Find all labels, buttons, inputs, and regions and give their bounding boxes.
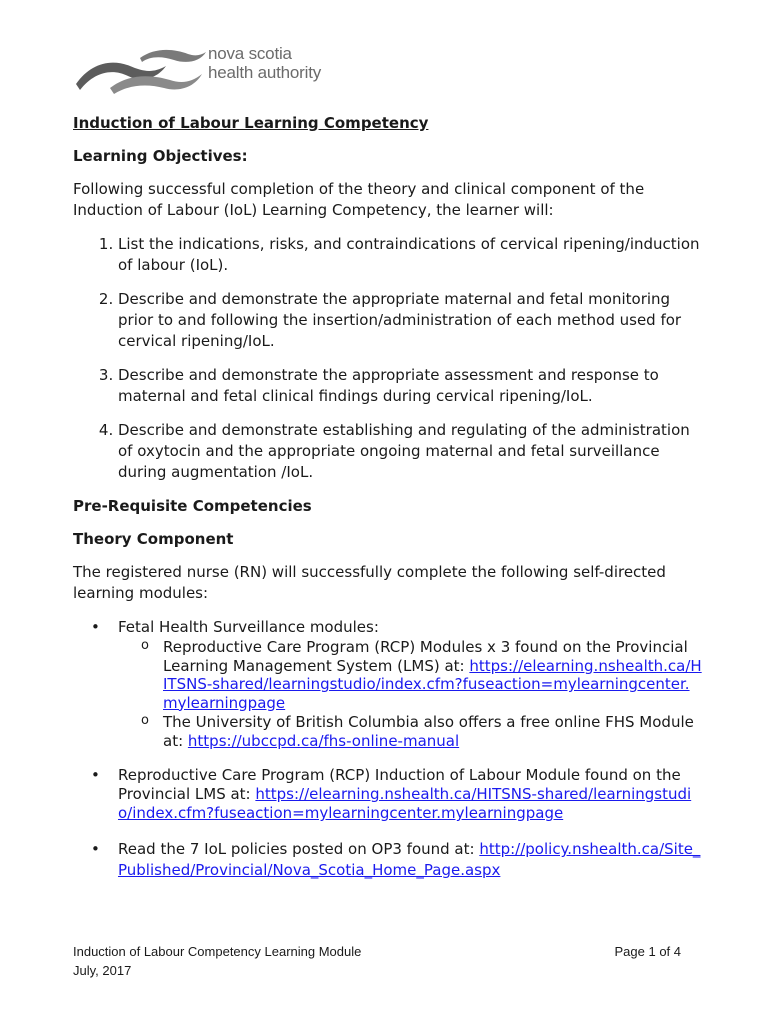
logo-wordmark bbox=[208, 44, 348, 82]
logo-line-2: health authority bbox=[208, 63, 322, 82]
module-item-iol bbox=[118, 766, 703, 823]
logo-line-1: nova scotia bbox=[208, 44, 292, 63]
module-item-fhs bbox=[118, 617, 703, 750]
page-footer bbox=[73, 942, 693, 980]
rcp-lms-link[interactable]: https://elearning.nshealth.ca/HITSNS-shared/learningstudio/index.cfm?fuseaction=mylearningcenter.mylearningpage bbox=[163, 656, 702, 712]
footer-module-name: Induction of Labour Competency Learning Module bbox=[73, 944, 362, 959]
ubc-fhs-link[interactable]: https://ubccpd.ca/fhs-online-manual bbox=[187, 731, 460, 750]
document-body bbox=[73, 113, 703, 897]
objective-item: 3. Describe and demonstrate the appropriate assessment and response to maternal and fetal clinical findings during cervical ripening/IoL. bbox=[118, 365, 703, 407]
iol-text: Reproductive Care Program (RCP) Induction of Labour Module found on the Provincial LMS at: bbox=[118, 766, 681, 803]
logo-swoosh-icon bbox=[70, 44, 210, 96]
document-title: Induction of Labour Learning Competency bbox=[73, 114, 429, 132]
objective-item: 4. Describe and demonstrate establishing and regulating of the administration of oxytocin and the appropriate ongoing maternal and fetal surveillance during augmentation /IoL. bbox=[118, 420, 703, 483]
modules-list bbox=[73, 617, 703, 881]
prereq-heading: Pre-Requisite Competencies bbox=[73, 497, 312, 515]
fhs-label: Fetal Health Surveillance modules: bbox=[118, 618, 379, 636]
iol-lms-link[interactable]: https://elearning.nshealth.ca/HITSNS-shared/learningstudio/index.cfm?fuseaction=mylearningcenter.mylearningpage bbox=[118, 785, 692, 822]
objective-item: 1. List the indications, risks, and contraindications of cervical ripening/induction of labour (IoL). bbox=[118, 234, 703, 276]
theory-heading: Theory Component bbox=[73, 530, 234, 548]
objectives-intro: Following successful completion of the theory and clinical component of the Induction of Labour (IoL) Learning Competency, the learner will: bbox=[73, 180, 645, 219]
rcp-text: Reproductive Care Program (RCP) Modules x 3 found on the Provincial Learning Management System (LMS) at: bbox=[163, 638, 688, 675]
objectives-list bbox=[73, 234, 703, 483]
policies-link[interactable]: http://policy.nshealth.ca/Site_Published/Provincial/Nova_Scotia_Home_Page.aspx bbox=[118, 840, 701, 879]
theory-intro: The registered nurse (RN) will successfully complete the following self-directed learning modules: bbox=[73, 563, 666, 602]
ubc-text: The University of British Columbia also offers a free online FHS Module at: bbox=[163, 713, 694, 750]
nova-scotia-health-logo bbox=[70, 44, 322, 96]
policies-text: Read the 7 IoL policies posted on OP3 found at: bbox=[118, 840, 480, 858]
fhs-sub-item-rcp bbox=[163, 638, 703, 712]
objective-item: 2. Describe and demonstrate the appropriate maternal and fetal monitoring prior to and following the insertion/administration of each method used for cervical ripening/IoL. bbox=[118, 289, 703, 352]
fhs-sub-item-ubc bbox=[163, 713, 703, 750]
module-item-policies bbox=[118, 839, 703, 881]
fhs-sublist bbox=[118, 638, 703, 750]
footer-date: July, 2017 bbox=[73, 963, 132, 978]
footer-page-number: Page 1 of 4 bbox=[614, 944, 681, 959]
learning-objectives-heading: Learning Objectives: bbox=[73, 147, 248, 165]
